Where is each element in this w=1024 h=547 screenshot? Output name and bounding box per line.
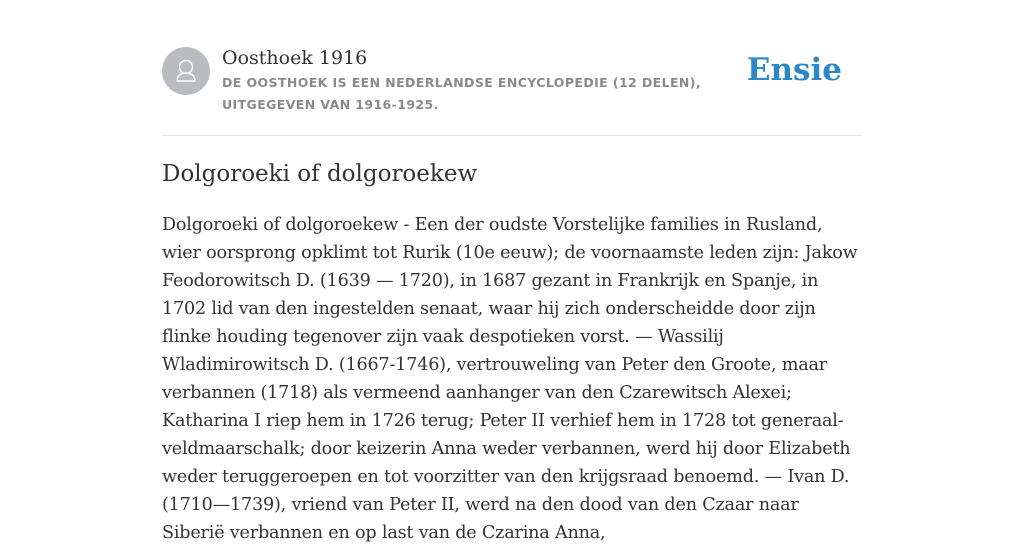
divider — [162, 135, 862, 136]
source-description: DE OOSTHOEK IS EEN NEDERLANDSE ENCYCLOPEDIE (12 DELEN), UITGEGEVEN VAN 1916-1925. — [222, 75, 702, 112]
source-header — [162, 40, 862, 136]
ensie-logo[interactable]: Ensie — [746, 52, 842, 88]
avatar[interactable] — [162, 47, 210, 95]
source-name[interactable]: Oosthoek 1916 — [222, 47, 368, 69]
entry-body: Dolgoroeki of dolgoroekew - Een der oudste Vorstelijke families in Rusland, wier oorsprong opklimt tot Rurik (10e eeuw); de voornaamste leden zijn: Jakow Feodorowitsch D. (1639 — 1720), in 1687 gezant in Frankrijk en Spanje, in 1702 lid van den ingestelden senaat, waar hij zich onderscheidde door zijn flinke houding tegenover zijn vaak despotieken vorst. — Wassilij Wladimirowitsch D. (1667-1746), vertrouweling van Peter den Groote, maar verbannen (1718) als vermeend aanhanger van den Czarewitsch Alexei; Katharina I riep hem in 1726 terug; Peter II verhief hem in 1728 tot generaal-veldmaarschalk; door keizerin Anna weder verbannen, werd hij door Elizabeth weder teruggeroepen en tot voorzitter van den krijgsraad benoemd. — Ivan D. (1710—1739), vriend van Peter II, werd na den dood van den Czaar naar Siberië verbannen en op last van de Czarina Anna, — [162, 215, 858, 543]
entry-title: Dolgoroeki of dolgoroekew — [162, 161, 478, 187]
user-icon — [162, 47, 210, 95]
